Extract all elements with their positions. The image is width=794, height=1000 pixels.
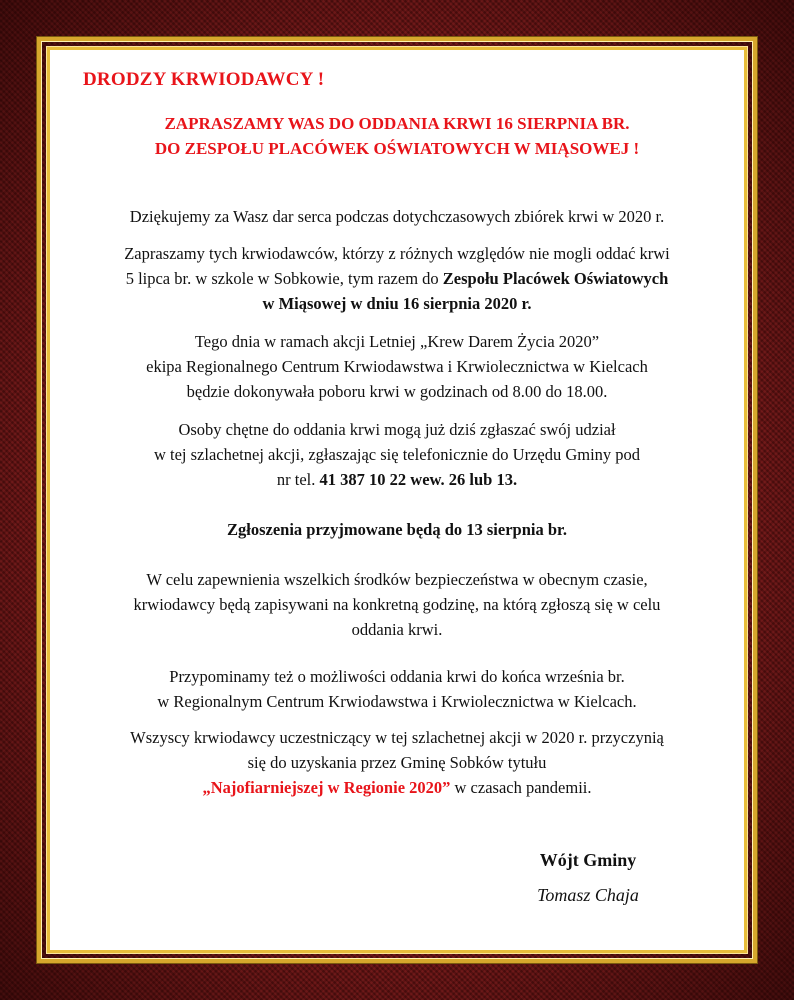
campaign-paragraph bbox=[80, 329, 714, 404]
award-line-3-text: w czasach pandemii. bbox=[450, 778, 592, 797]
invitation-headline-line-1: ZAPRASZAMY WAS DO ODDANIA KRWI 16 SIERPNIA BR. bbox=[164, 114, 630, 133]
reminder-line-1: Przypominamy też o możliwości oddania krwi do końca września br. bbox=[169, 667, 625, 686]
invite-date: w Miąsowej w dniu 16 sierpnia 2020 r. bbox=[262, 294, 532, 313]
campaign-line-2: ekipa Regionalnego Centrum Krwiodawstwa i Krwiolecznictwa w Kielcach bbox=[146, 357, 648, 376]
registration-paragraph bbox=[80, 417, 714, 492]
invite-line-3 bbox=[80, 291, 714, 316]
safety-paragraph bbox=[80, 567, 714, 642]
invitation-headline bbox=[50, 111, 744, 161]
thanks-paragraph bbox=[80, 204, 714, 229]
thanks-line: Dziękujemy za Wasz dar serca podczas dotychczasowych zbiórek krwi w 2020 r. bbox=[129, 207, 665, 226]
invite-line-2-text: 5 lipca br. w szkole w Sobkowie, tym razem do bbox=[125, 269, 443, 288]
deadline-line bbox=[80, 517, 714, 542]
page-title: DRODZY KRWIODAWCY ! bbox=[83, 69, 325, 90]
award-title: „Najofiarniejszej w Regionie 2020” bbox=[202, 778, 451, 797]
phone-number: 41 387 10 22 wew. 26 lub 13. bbox=[319, 470, 518, 489]
safety-line-1: W celu zapewnienia wszelkich środków bezpieczeństwa w obecnym czasie, bbox=[146, 570, 648, 589]
phone-label: nr tel. bbox=[276, 470, 320, 489]
invite-line-1: Zapraszamy tych krwiodawców, którzy z różnych względów nie mogli oddać krwi bbox=[124, 244, 670, 263]
signature-name: Tomasz Chaja bbox=[537, 885, 639, 905]
deadline-paragraph bbox=[80, 517, 714, 542]
invite-line-2 bbox=[80, 266, 714, 291]
announcement-sheet bbox=[50, 50, 744, 950]
invite-paragraph bbox=[80, 241, 714, 316]
award-line-3 bbox=[80, 775, 714, 800]
award-line-2: się do uzyskania przez Gminę Sobków tytułu bbox=[247, 753, 547, 772]
signature-title: Wójt Gminy bbox=[539, 850, 637, 870]
safety-line-2: krwiodawcy będą zapisywani na konkretną godzinę, na którą zgłoszą się w celu bbox=[133, 595, 661, 614]
registration-line-3 bbox=[80, 467, 714, 492]
award-paragraph bbox=[80, 725, 714, 800]
reminder-paragraph bbox=[80, 664, 714, 714]
reminder-line-2: w Regionalnym Centrum Krwiodawstwa i Krwiolecznictwa w Kielcach. bbox=[157, 692, 637, 711]
registration-line-1: Osoby chętne do oddania krwi mogą już dziś zgłaszać swój udział bbox=[178, 420, 616, 439]
award-line-1: Wszyscy krwiodawcy uczestniczący w tej szlachetnej akcji w 2020 r. przyczynią bbox=[130, 728, 664, 747]
safety-line-3: oddania krwi. bbox=[351, 620, 443, 639]
campaign-line-3: będzie dokonywała poboru krwi w godzinach od 8.00 do 18.00. bbox=[186, 382, 608, 401]
deadline-text: Zgłoszenia przyjmowane będą do 13 sierpnia br. bbox=[227, 520, 567, 539]
invite-venue: Zespołu Placówek Oświatowych bbox=[442, 269, 669, 288]
registration-line-2: w tej szlachetnej akcji, zgłaszając się telefonicznie do Urzędu Gminy pod bbox=[153, 445, 641, 464]
invitation-headline-line-2: DO ZESPOŁU PLACÓWEK OŚWIATOWYCH W MIĄSOWEJ ! bbox=[154, 139, 640, 158]
campaign-line-1: Tego dnia w ramach akcji Letniej „Krew Darem Życia 2020” bbox=[194, 332, 600, 351]
